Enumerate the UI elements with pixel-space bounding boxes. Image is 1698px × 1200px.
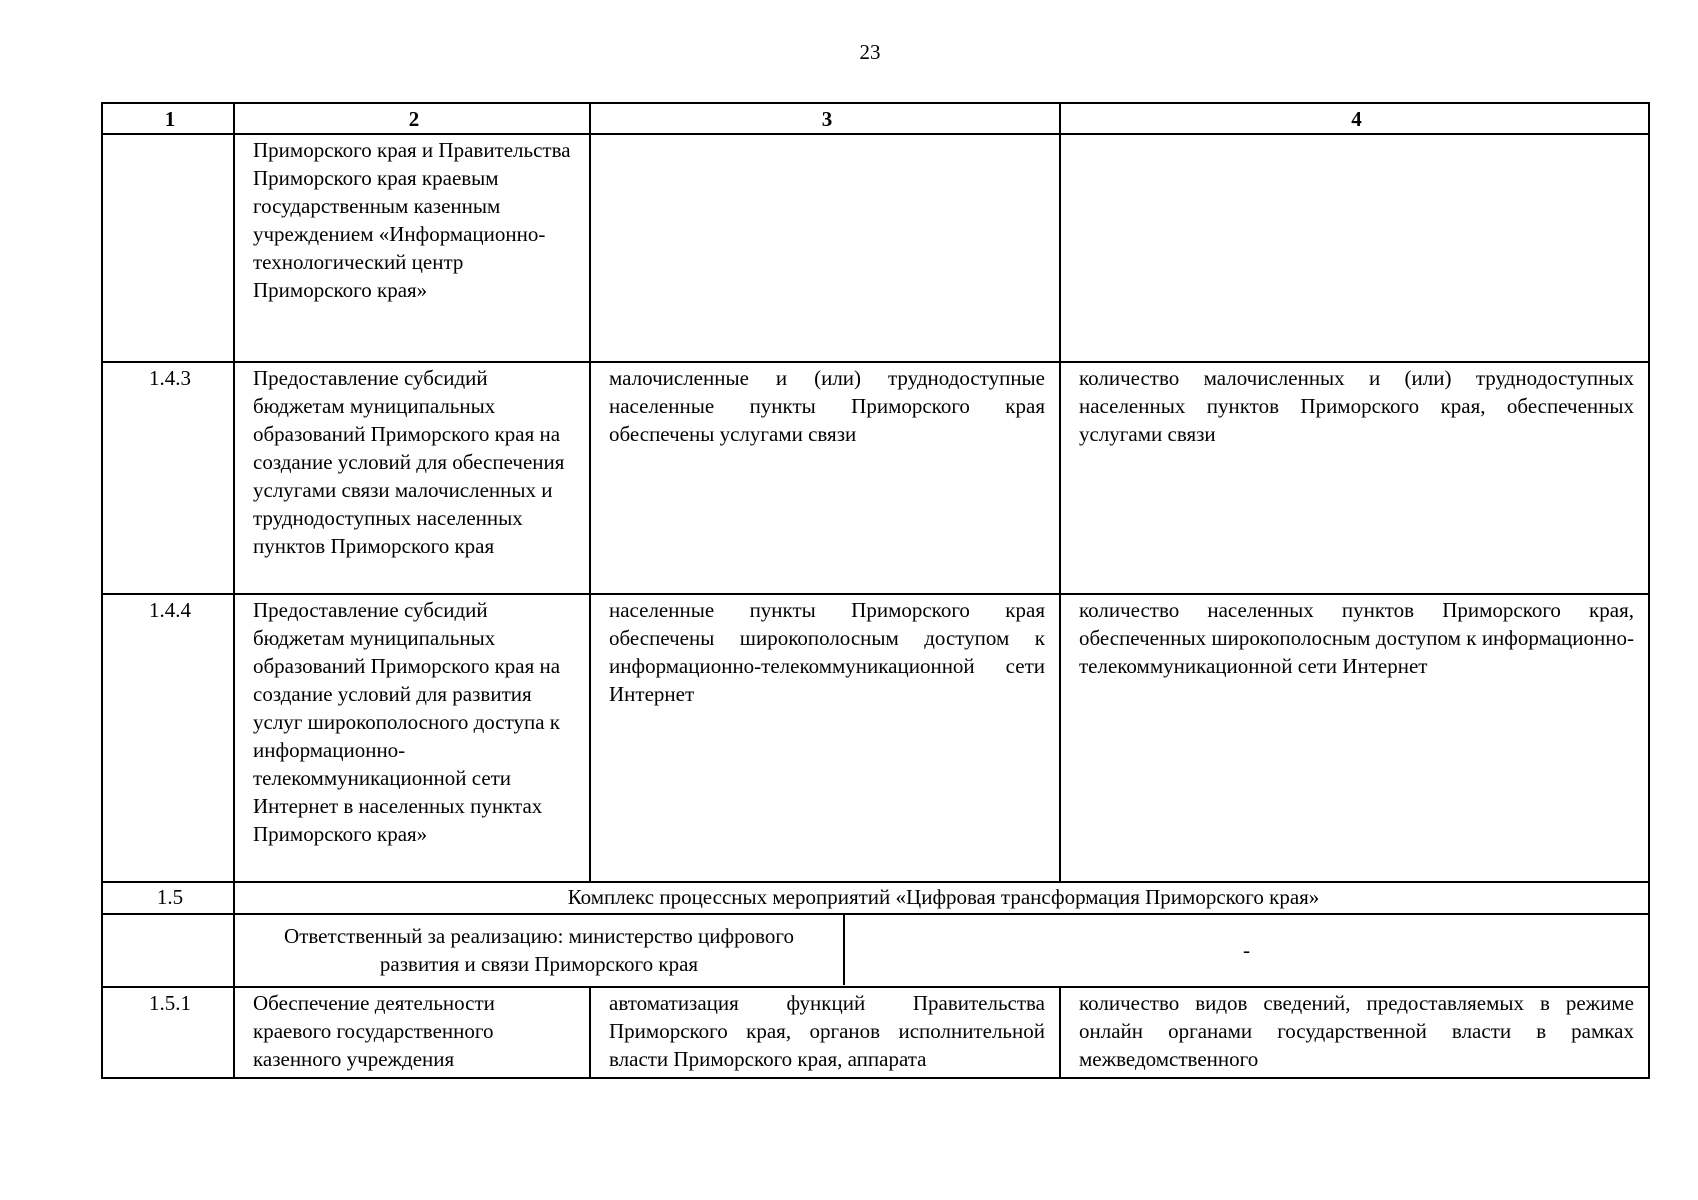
row-number: 1.4.4 [102, 594, 234, 882]
measure-name: Предоставление субсидий бюджетам муниципальных образований Приморского края на создание условий для обеспечения услугами связи малочисленных и труднодоступных населенных пунктов Приморского края [234, 362, 590, 594]
responsible-text: Ответственный за реализацию: министерство цифрового развития и связи Приморского края [235, 915, 845, 985]
measure-result: населенные пункты Приморского края обеспечены широкополосным доступом к информационно-телекоммуникационной сети Интернет [590, 594, 1060, 882]
measure-indicator: количество видов сведений, предоставляемых в режиме онлайн органами государственной власти в рамках межведомственного [1060, 987, 1649, 1078]
measure-indicator: количество населенных пунктов Приморского края, обеспеченных широкополосным доступом к информационно-телекоммуникационной сети Интернет [1060, 594, 1649, 882]
section-title: Комплекс процессных мероприятий «Цифровая трансформация Приморского края» [234, 882, 1649, 914]
column-header-4: 4 [1060, 103, 1649, 134]
row-number [102, 134, 234, 362]
page-number: 23 [859, 40, 881, 64]
row-number: 1.5.1 [102, 987, 234, 1078]
responsible-split [235, 915, 1648, 985]
table-row-1-5 [102, 882, 1649, 914]
measure-name: Приморского края и Правительства Приморского края краевым государственным казенным учреждением «Информационно-технологический центр Приморского края» [234, 134, 590, 362]
measure-name: Предоставление субсидий бюджетам муниципальных образований Приморского края на создание условий для развития услуг широкополосного доступа к информационно-телекоммуникационной сети Интернет в населенных пунктах Приморского края» [234, 594, 590, 882]
table-row-1-4-4 [102, 594, 1649, 882]
table-row-continuation [102, 134, 1649, 362]
measure-name: Обеспечение деятельности краевого государственного казенного учреждения [234, 987, 590, 1078]
measure-result: автоматизация функций Правительства Приморского края, органов исполнительной власти Приморского края, аппарата [590, 987, 1060, 1078]
table-header-row [102, 103, 1649, 134]
table-row-responsible [102, 914, 1649, 987]
measure-indicator [1060, 134, 1649, 362]
column-header-3: 3 [590, 103, 1060, 134]
responsible-value: - [1243, 938, 1250, 962]
measure-result [590, 134, 1060, 362]
column-header-2: 2 [234, 103, 590, 134]
row-number: 1.5 [102, 882, 234, 914]
table-row-1-4-3 [102, 362, 1649, 594]
measures-table [101, 102, 1650, 1079]
measure-indicator: количество малочисленных и (или) труднодоступных населенных пунктов Приморского края, обеспеченных услугами связи [1060, 362, 1649, 594]
row-number: 1.4.3 [102, 362, 234, 594]
column-header-1: 1 [102, 103, 234, 134]
measure-result: малочисленные и (или) труднодоступные населенные пункты Приморского края обеспечены услугами связи [590, 362, 1060, 594]
responsible-cell [234, 914, 1649, 987]
table-row-1-5-1 [102, 987, 1649, 1078]
row-number [102, 914, 234, 987]
